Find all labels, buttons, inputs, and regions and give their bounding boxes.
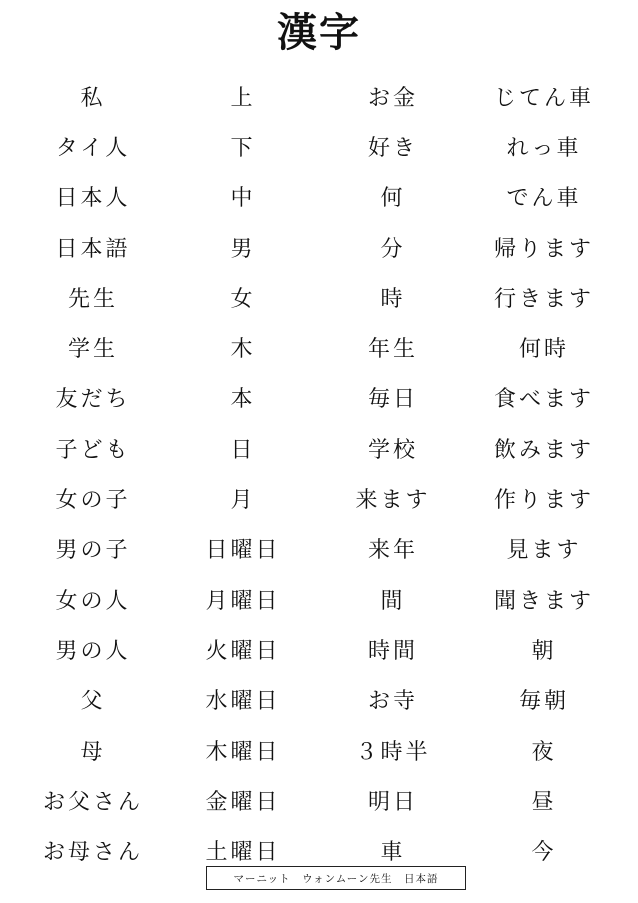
kanji-word: 金曜日 (205, 789, 281, 815)
kanji-word: 分 (380, 236, 406, 262)
kanji-word: 見ます (506, 538, 582, 564)
kanji-word: 好き (367, 135, 418, 161)
kanji-word: 何 (380, 186, 406, 212)
kanji-word: 火曜日 (205, 638, 281, 664)
kanji-word: 女の人 (55, 588, 131, 614)
kanji-word: 月曜日 (205, 588, 281, 614)
kanji-word: 毎日 (367, 387, 418, 413)
kanji-word: 下 (230, 135, 256, 161)
kanji-grid (18, 71, 620, 876)
kanji-word: 朝 (531, 638, 557, 664)
kanji-word: 男の人 (55, 638, 131, 664)
page-title: 漢字 (277, 9, 361, 56)
kanji-word: でん車 (506, 186, 582, 212)
kanji-word: 帰ります (493, 236, 594, 262)
kanji-word: 時 (380, 286, 406, 312)
kanji-word: 男の子 (55, 538, 131, 564)
kanji-word: 日 (230, 437, 256, 463)
kanji-word: 土曜日 (205, 840, 281, 866)
kanji-word: 夜 (531, 739, 557, 765)
kanji-word: れっ車 (506, 135, 582, 161)
footer-credit: マーニット ウォンムーン先生 日本語 (206, 866, 466, 890)
kanji-word: 間 (380, 588, 406, 614)
kanji-word: お金 (367, 85, 418, 111)
kanji-word: 女の子 (55, 488, 131, 514)
kanji-word: 水曜日 (205, 689, 281, 715)
kanji-word: 中 (230, 186, 256, 212)
kanji-word: 先生 (67, 286, 118, 312)
kanji-word: 車 (380, 840, 406, 866)
kanji-word: タイ人 (55, 135, 131, 161)
kanji-word: ３時半 (355, 739, 431, 765)
kanji-word: 毎朝 (518, 689, 569, 715)
kanji-word: 年生 (367, 337, 418, 363)
kanji-word: 昼 (531, 789, 557, 815)
kanji-word: 明日 (367, 789, 418, 815)
kanji-word: 友だち (55, 387, 131, 413)
kanji-word: 学生 (67, 337, 118, 363)
kanji-word: 何時 (518, 337, 569, 363)
kanji-word: 母 (80, 739, 106, 765)
kanji-word: 木曜日 (205, 739, 281, 765)
kanji-word: 上 (230, 85, 256, 111)
kanji-word: じてん車 (493, 85, 594, 111)
kanji-word: 食べます (493, 387, 594, 413)
kanji-word: 学校 (367, 437, 418, 463)
kanji-word: 来ます (355, 488, 431, 514)
kanji-word: 私 (80, 85, 106, 111)
kanji-word: 女 (230, 286, 256, 312)
kanji-word: 飲みます (493, 437, 594, 463)
kanji-word: お寺 (367, 689, 418, 715)
kanji-word: 今 (531, 840, 557, 866)
kanji-word: お父さん (42, 789, 143, 815)
kanji-word: 行きます (493, 286, 594, 312)
kanji-word: 月 (230, 488, 256, 514)
kanji-word: 本 (230, 387, 256, 413)
kanji-word: 父 (80, 689, 106, 715)
kanji-word: 木 (230, 337, 256, 363)
kanji-word: 日本語 (55, 236, 131, 262)
kanji-word: 来年 (367, 538, 418, 564)
kanji-word: 子ども (55, 437, 131, 463)
kanji-word: 男 (230, 236, 256, 262)
kanji-word: 日曜日 (205, 538, 281, 564)
kanji-word: 聞きます (493, 588, 594, 614)
kanji-word: お母さん (42, 840, 143, 866)
kanji-word: 日本人 (55, 186, 131, 212)
kanji-word: 時間 (367, 638, 418, 664)
kanji-word: 作ります (493, 488, 594, 514)
